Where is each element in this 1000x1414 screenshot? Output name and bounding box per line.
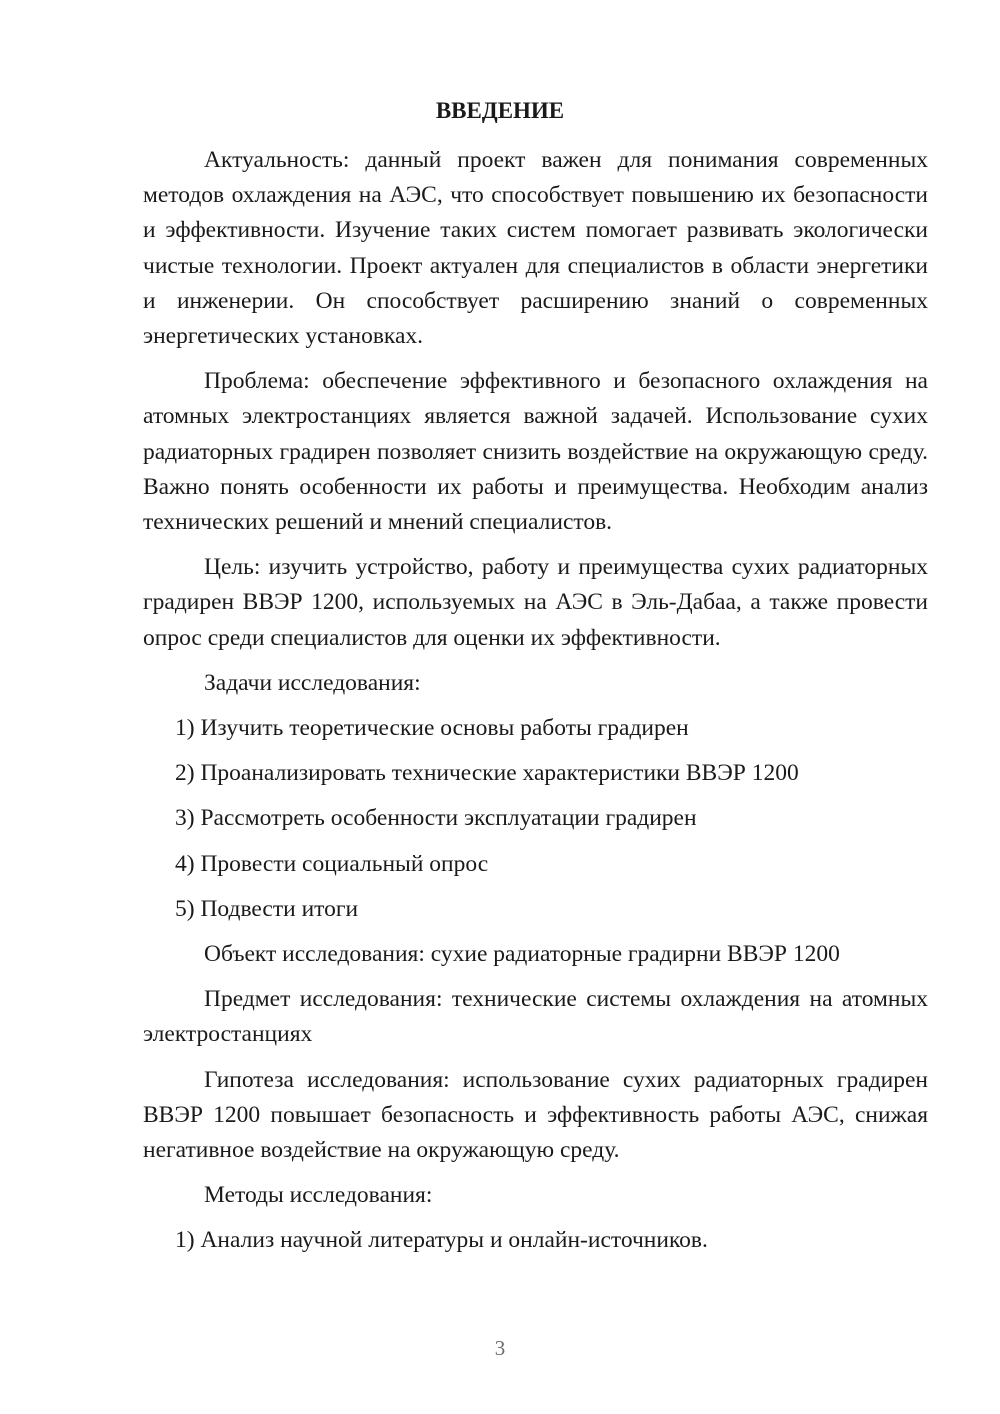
task-item: 3) Рассмотреть особенности эксплуатации градирен	[175, 805, 697, 832]
paragraph-object: Объект исследования: сухие радиаторные градирни ВВЭР 1200	[204, 941, 840, 968]
methods-heading: Методы исследования:	[204, 1182, 433, 1209]
paragraph-goal: Цель: изучить устройство, работу и преимущества сухих радиаторных градирен ВВЭР 1200, используемых на АЭС в Эль-Дабаа, а также провести опрос среди специалистов для оценки их эффективности.	[143, 554, 928, 651]
task-item: 5) Подвести итоги	[175, 895, 359, 922]
task-item: 2) Проанализировать технические характеристики ВВЭР 1200	[175, 760, 799, 787]
document-body	[143, 143, 928, 1269]
paragraph-hypothesis: Гипотеза исследования: использование сухих радиаторных градирен ВВЭР 1200 повышает безопасность и эффективность работы АЭС, снижая негативное воздействие на окружающую среду.	[143, 1066, 928, 1164]
page-title: ВВЕДЕНИЕ	[435, 98, 565, 123]
task-item: 1) Изучить теоретические основы работы градирен	[175, 715, 689, 742]
page-number: 3	[494, 1336, 506, 1360]
paragraph-relevance: Актуальность: данный проект важен для понимания современных методов охлаждения на АЭС, что способствует повышению их безопасности и эффективности. Изучение таких систем помогает развивать экологически чистые технологии. Проект актуален для специалистов в области энергетики и инженерии. Он способствует расширению знаний о современных энергетических установках.	[143, 147, 928, 350]
paragraph-problem: Проблема: обеспечение эффективного и безопасного охлаждения на атомных электростанциях является важной задачей. Использование сухих радиаторных градирен позволяет снизить воздействие на окружающую среду. Важно понять особенности их работы и преимущества. Необходим анализ технических решений и мнений специалистов.	[143, 368, 928, 536]
method-item: 1) Анализ научной литературы и онлайн-источников.	[175, 1227, 708, 1254]
paragraph-subject: Предмет исследования: технические системы охлаждения на атомных электростанциях	[143, 986, 928, 1048]
tasks-heading: Задачи исследования:	[204, 669, 421, 696]
task-item: 4) Провести социальный опрос	[175, 850, 489, 877]
